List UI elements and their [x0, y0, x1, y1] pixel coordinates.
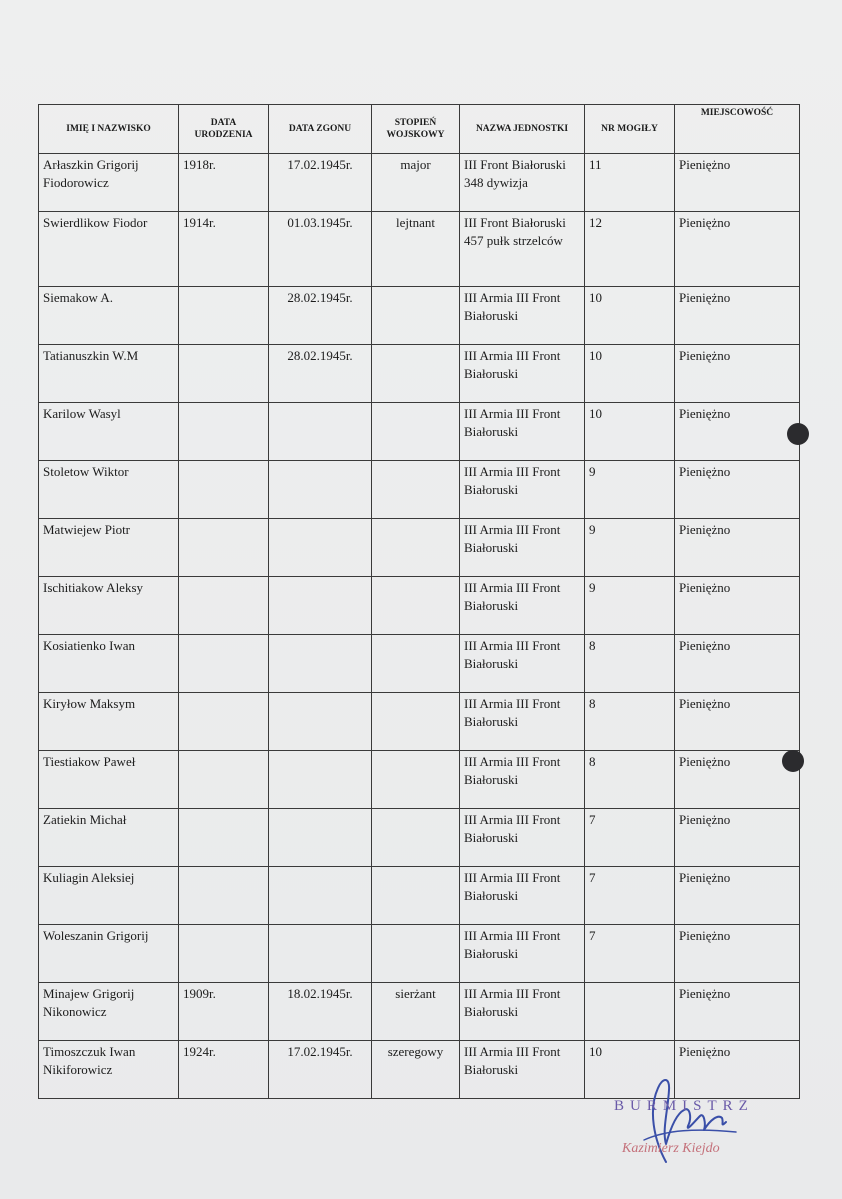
cell-city: Pieniężno: [675, 1041, 800, 1099]
cell-grave-number: 11: [585, 154, 675, 212]
cell-grave-number: 7: [585, 925, 675, 983]
cell-city: Pieniężno: [675, 461, 800, 519]
cell-death-date: [269, 809, 372, 867]
cell-city: Pieniężno: [675, 809, 800, 867]
cell-grave-number: 10: [585, 1041, 675, 1099]
cell-rank: szeregowy: [372, 1041, 460, 1099]
cell-grave-number: 10: [585, 287, 675, 345]
cell-name: Arłaszkin Grigorij Fiodorowicz: [39, 154, 179, 212]
cell-death-date: [269, 635, 372, 693]
cell-birth-date: [179, 809, 269, 867]
cell-name: Stoletow Wiktor: [39, 461, 179, 519]
table-row: [39, 577, 800, 635]
cell-city: Pieniężno: [675, 403, 800, 461]
cell-rank: [372, 809, 460, 867]
cell-grave-number: 10: [585, 403, 675, 461]
cell-name: Ischitiakow Aleksy: [39, 577, 179, 635]
header-death-date: DATA ZGONU: [269, 105, 372, 154]
cell-birth-date: [179, 751, 269, 809]
cell-name: Minajew Grigorij Nikonowicz: [39, 983, 179, 1041]
cell-unit: III Front Białoruski 457 pułk strzelców: [460, 212, 585, 287]
cell-city: Pieniężno: [675, 519, 800, 577]
table-row: [39, 519, 800, 577]
cell-birth-date: 1918r.: [179, 154, 269, 212]
stamp-title: BURMISTRZ: [614, 1098, 754, 1114]
cell-death-date: 18.02.1945r.: [269, 983, 372, 1041]
cell-city: Pieniężno: [675, 345, 800, 403]
cell-unit: III Front Białoruski 348 dywizja: [460, 154, 585, 212]
cell-name: Woleszanin Grigorij: [39, 925, 179, 983]
cell-rank: [372, 925, 460, 983]
header-city: MIEJSCOWOŚĆ: [675, 105, 800, 154]
table-row: [39, 925, 800, 983]
cell-city: Pieniężno: [675, 635, 800, 693]
cell-name: Karilow Wasyl: [39, 403, 179, 461]
header-grave-number: NR MOGIŁY: [585, 105, 675, 154]
cell-rank: [372, 287, 460, 345]
cell-unit: III Armia III Front Białoruski: [460, 577, 585, 635]
cell-city: Pieniężno: [675, 867, 800, 925]
cell-death-date: [269, 693, 372, 751]
punch-hole: [787, 423, 809, 445]
cell-name: Siemakow A.: [39, 287, 179, 345]
cell-grave-number: 7: [585, 867, 675, 925]
cell-grave-number: 8: [585, 693, 675, 751]
cell-birth-date: [179, 403, 269, 461]
table-row: [39, 403, 800, 461]
cell-unit: III Armia III Front Białoruski: [460, 867, 585, 925]
stamp-name: Kazimierz Kiejdo: [622, 1141, 720, 1156]
cell-death-date: 17.02.1945r.: [269, 1041, 372, 1099]
cell-birth-date: 1924r.: [179, 1041, 269, 1099]
cell-name: Tiestiakow Paweł: [39, 751, 179, 809]
cell-name: Timoszczuk Iwan Nikiforowicz: [39, 1041, 179, 1099]
cell-rank: [372, 751, 460, 809]
cell-name: Tatianuszkin W.M: [39, 345, 179, 403]
cell-grave-number: 9: [585, 461, 675, 519]
cell-name: Zatiekin Michał: [39, 809, 179, 867]
cell-city: Pieniężno: [675, 983, 800, 1041]
cell-city: Pieniężno: [675, 751, 800, 809]
cell-name: Kiryłow Maksym: [39, 693, 179, 751]
cell-birth-date: [179, 925, 269, 983]
cell-rank: [372, 403, 460, 461]
cell-city: Pieniężno: [675, 287, 800, 345]
cell-name: Kosiatienko Iwan: [39, 635, 179, 693]
cell-unit: III Armia III Front Białoruski: [460, 519, 585, 577]
cell-birth-date: [179, 635, 269, 693]
cell-birth-date: 1909r.: [179, 983, 269, 1041]
table-row: [39, 212, 800, 287]
cell-unit: III Armia III Front Białoruski: [460, 461, 585, 519]
cell-city: Pieniężno: [675, 212, 800, 287]
header-rank: STOPIEŃ WOJSKOWY: [372, 105, 460, 154]
cell-city: Pieniężno: [675, 577, 800, 635]
cell-unit: III Armia III Front Białoruski: [460, 287, 585, 345]
table-row: [39, 287, 800, 345]
cell-unit: III Armia III Front Białoruski: [460, 983, 585, 1041]
cell-birth-date: [179, 287, 269, 345]
cell-grave-number: [585, 983, 675, 1041]
cell-death-date: [269, 751, 372, 809]
cell-city: Pieniężno: [675, 154, 800, 212]
cell-unit: III Armia III Front Białoruski: [460, 925, 585, 983]
cell-grave-number: 10: [585, 345, 675, 403]
cell-grave-number: 12: [585, 212, 675, 287]
cell-unit: III Armia III Front Białoruski: [460, 1041, 585, 1099]
cell-rank: [372, 345, 460, 403]
cell-rank: sierżant: [372, 983, 460, 1041]
cell-death-date: 17.02.1945r.: [269, 154, 372, 212]
header-unit: NAZWA JEDNOSTKI: [460, 105, 585, 154]
cell-rank: [372, 519, 460, 577]
cell-birth-date: [179, 519, 269, 577]
cell-unit: III Armia III Front Białoruski: [460, 693, 585, 751]
cell-rank: major: [372, 154, 460, 212]
cell-unit: III Armia III Front Białoruski: [460, 345, 585, 403]
punch-hole: [782, 750, 804, 772]
cell-unit: III Armia III Front Białoruski: [460, 403, 585, 461]
cell-unit: III Armia III Front Białoruski: [460, 809, 585, 867]
cell-grave-number: 7: [585, 809, 675, 867]
table-row: [39, 154, 800, 212]
cell-name: Kuliagin Aleksiej: [39, 867, 179, 925]
cell-name: Matwiejew Piotr: [39, 519, 179, 577]
cell-birth-date: 1914r.: [179, 212, 269, 287]
cell-rank: [372, 635, 460, 693]
cell-death-date: [269, 577, 372, 635]
cell-name: Swierdlikow Fiodor: [39, 212, 179, 287]
table-row: [39, 635, 800, 693]
table-row: [39, 461, 800, 519]
cell-birth-date: [179, 577, 269, 635]
cell-city: Pieniężno: [675, 925, 800, 983]
cell-death-date: 28.02.1945r.: [269, 287, 372, 345]
cell-death-date: 28.02.1945r.: [269, 345, 372, 403]
cell-grave-number: 9: [585, 519, 675, 577]
cell-unit: III Armia III Front Białoruski: [460, 635, 585, 693]
cell-death-date: [269, 403, 372, 461]
table-row: [39, 983, 800, 1041]
table-header-row: [39, 105, 800, 154]
table-row: [39, 693, 800, 751]
table-row: [39, 809, 800, 867]
cell-rank: [372, 867, 460, 925]
cell-rank: [372, 461, 460, 519]
cell-city: Pieniężno: [675, 693, 800, 751]
cell-grave-number: 8: [585, 751, 675, 809]
cell-birth-date: [179, 867, 269, 925]
cell-death-date: [269, 519, 372, 577]
cell-rank: [372, 693, 460, 751]
cell-birth-date: [179, 345, 269, 403]
cell-unit: III Armia III Front Białoruski: [460, 751, 585, 809]
cell-death-date: [269, 925, 372, 983]
cell-birth-date: [179, 693, 269, 751]
cell-death-date: 01.03.1945r.: [269, 212, 372, 287]
cell-rank: [372, 577, 460, 635]
grave-registry-table: [38, 104, 800, 1099]
table-row: [39, 751, 800, 809]
cell-rank: lejtnant: [372, 212, 460, 287]
table-row: [39, 345, 800, 403]
header-name: IMIĘ I NAZWISKO: [39, 105, 179, 154]
cell-death-date: [269, 461, 372, 519]
cell-grave-number: 8: [585, 635, 675, 693]
cell-grave-number: 9: [585, 577, 675, 635]
table-row: [39, 867, 800, 925]
header-birth-date: DATA URODZENIA: [179, 105, 269, 154]
cell-birth-date: [179, 461, 269, 519]
cell-death-date: [269, 867, 372, 925]
